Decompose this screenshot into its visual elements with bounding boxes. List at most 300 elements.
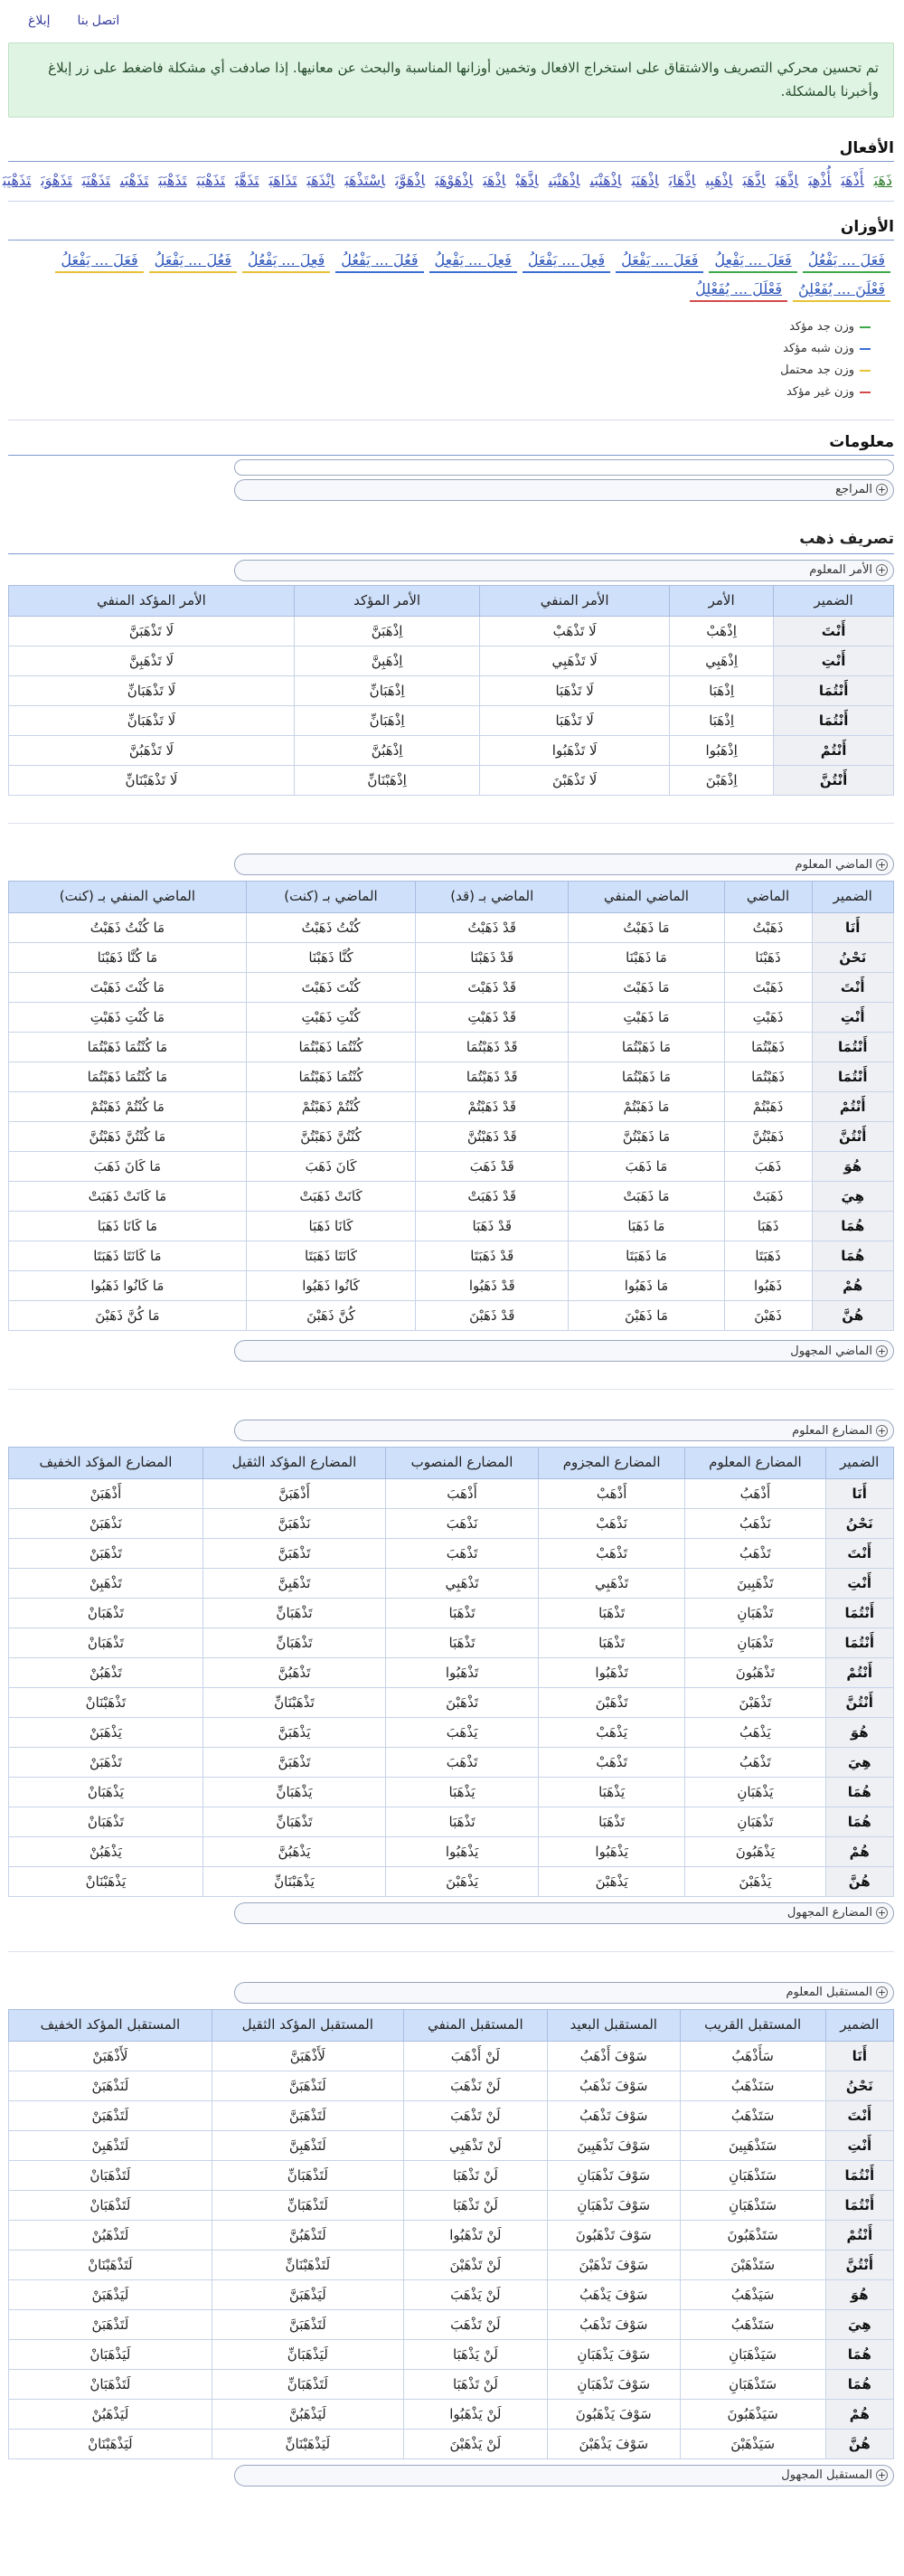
references-toggle[interactable]	[235, 479, 895, 501]
wazan-link[interactable]: فَعَلَ ... يَفْعَلُ	[56, 250, 144, 273]
conjugation-cell: قَدْ ذَهَبُوا	[417, 1271, 570, 1301]
conjugation-cell: أَذْهَبُ	[686, 1478, 826, 1508]
verb-link[interactable]: اِسْتَذْهَبَ	[345, 171, 387, 189]
conjugation-cell: لَا تَذْهَبُوا	[481, 736, 671, 766]
conjugation-cell: كُنْتُ ذَهَبْتُ	[247, 913, 416, 943]
column-header: الأمر المنفي	[481, 585, 671, 617]
table-row	[10, 1182, 895, 1212]
awzan-legend	[9, 306, 895, 416]
conjugation-cell: مَا ذَهَبْتُ	[570, 913, 725, 943]
conjugation-cell: لَتَذْهَبِنْ	[10, 2130, 213, 2160]
mudari-table	[9, 1447, 895, 1897]
legend-label: وزن غير مؤكد	[787, 384, 855, 399]
conjugation-cell: كَانَتَا ذَهَبَتَا	[247, 1241, 416, 1271]
table-row	[10, 2160, 895, 2190]
conjugation-cell: اِذْهَبُوا	[671, 736, 775, 766]
conjugation-cell: ذَهَبْنَا	[725, 943, 813, 973]
conjugation-cell: لَا تَذْهَبُنَّ	[10, 736, 296, 766]
column-header: الضمير	[826, 1448, 895, 1479]
conjugation-cell: مَا كُنْتَ ذَهَبْتَ	[10, 973, 248, 1003]
table-row	[10, 1568, 895, 1598]
conjugation-cell: تَذْهَبُوا	[387, 1657, 540, 1687]
conjugation-cell: لَنَذْهَبَنَّ	[212, 2071, 404, 2100]
conjugation-cell: تَذْهَبَنْ	[10, 1538, 204, 1568]
column-header: الماضي المنفي بـ (كنت)	[10, 882, 248, 913]
table-row	[10, 2130, 895, 2160]
mudari-toggle[interactable]	[235, 1420, 895, 1441]
conjugation-cell: كُنْتُمَا ذَهَبْتُمَا	[247, 1062, 416, 1092]
conjugation-cell: سَنَذْهَبُ	[681, 2071, 826, 2100]
conjugation-cell: تَذْهَبِنَّ	[203, 1568, 386, 1598]
conjugation-cell: تَذْهَبَ	[387, 1747, 540, 1777]
conjugation-cell: كَانَتْ ذَهَبَتْ	[247, 1182, 416, 1212]
conjugation-cell: تَذْهَبِي	[387, 1568, 540, 1598]
references-label: المراجع	[836, 483, 873, 496]
table-row	[10, 676, 895, 706]
conjugation-cell: سَوْفَ تَذْهَبِينَ	[548, 2130, 681, 2160]
pronoun-cell: هُنَّ	[826, 2429, 894, 2458]
conjugation-cell: مَا كُنَّ ذَهَبْنَ	[10, 1301, 248, 1331]
conjugation-cell: مَا كُنْتُمَا ذَهَبْتُمَا	[10, 1062, 248, 1092]
conjugation-cell: ذَهَبُوا	[725, 1271, 813, 1301]
wazan-link[interactable]: فَعْلَنَ ... يُفَعْلِنُ	[794, 278, 891, 302]
conjugation-cell: يَذْهَبَانْ	[10, 1777, 204, 1807]
conjugation-cell: تَذْهَبَ	[387, 1538, 540, 1568]
conjugation-cell: لَتَذْهَبَنْ	[10, 2309, 213, 2339]
verb-link[interactable]: تَذَهْبَى	[120, 171, 150, 189]
verb-link[interactable]: اِنْذَهَبَ	[307, 171, 336, 189]
legend-label: وزن جد مؤكد	[790, 319, 855, 334]
conjugation-cell: لَتَذْهَبَانْ	[10, 2190, 213, 2220]
section-divider	[9, 1951, 895, 1978]
conjugation-cell: سَتَذْهَبُونَ	[681, 2220, 826, 2250]
conjugation-cell: تَذْهَبَا	[387, 1628, 540, 1657]
pronoun-cell: نَحْنُ	[826, 2071, 894, 2100]
column-header: الأمر المؤكد المنفي	[10, 585, 296, 617]
conjugation-cell: لَنْ تَذْهَبَا	[404, 2190, 548, 2220]
conjugation-cell: تَذْهَبَنَّ	[203, 1538, 386, 1568]
conjugation-cell: لَتَذْهَبْنَانْ	[10, 2250, 213, 2279]
legend-swatch	[861, 392, 871, 393]
verb-link[interactable]: اِذْهَنْبَى	[549, 171, 581, 189]
conjugation-cell: تَذْهَبَانِ	[686, 1628, 826, 1657]
conjugation-cell: يَذْهَبَانِّ	[203, 1777, 386, 1807]
section-divider	[9, 1389, 895, 1416]
conjugation-cell: يَذْهَبَا	[387, 1777, 540, 1807]
table-row	[10, 1717, 895, 1747]
pronoun-cell: هِيَ	[826, 2309, 894, 2339]
awzan-list	[9, 244, 895, 306]
conjugation-cell: لَتَذْهَبَانْ	[10, 2369, 213, 2399]
pronoun-cell: أَنْتُمْ	[826, 1657, 895, 1687]
legend-swatch	[861, 370, 871, 372]
conjugation-cell: سَتَذْهَبُ	[681, 2100, 826, 2130]
wazan-link[interactable]: فَعِلَ ... يَفْعُلُ	[243, 250, 331, 273]
mudari-passive-label: المضارع المجهول	[787, 1906, 873, 1920]
conjugation-cell: ذَهَبْتُمَا	[725, 1033, 813, 1062]
legend-swatch	[861, 326, 871, 328]
conjugation-cell: لَا تَذْهَبَانِّ	[10, 676, 296, 706]
column-header: الماضي بـ (كنت)	[247, 882, 416, 913]
conjugation-cell: يَذْهَبُ	[686, 1717, 826, 1747]
legend-label: وزن شبه مؤكد	[784, 341, 855, 355]
conjugation-cell: لَيَذْهَبُنَّ	[212, 2399, 404, 2429]
conjugation-cell: تَذْهَبُونَ	[686, 1657, 826, 1687]
conjugation-cell: قَدْ ذَهَبْتِ	[417, 1003, 570, 1033]
conjugation-cell: قَدْ ذَهَبْنَا	[417, 943, 570, 973]
table-row	[10, 2429, 895, 2458]
pronoun-cell: هُوَ	[826, 2279, 894, 2309]
table-row	[10, 2369, 895, 2399]
table-row	[10, 2309, 895, 2339]
conjugation-cell: سَوْفَ يَذْهَبُ	[548, 2279, 681, 2309]
conjugation-cell: سَيَذْهَبُ	[681, 2279, 826, 2309]
conjugation-cell: كُنْتُمْ ذَهَبْتُمْ	[247, 1092, 416, 1122]
conjugation-cell: كُنْتِ ذَهَبْتِ	[247, 1003, 416, 1033]
conjugation-cell: سَوْفَ يَذْهَبَانِ	[548, 2339, 681, 2369]
verb-link[interactable]: اِذْهَنْبَى	[590, 171, 623, 189]
conjugation-cell: مَا ذَهَبْتُنَّ	[570, 1122, 725, 1152]
conjugation-cell: اِذْهَبْنَانِّ	[295, 766, 480, 796]
conjugation-cell: ذَهَبْتَ	[725, 973, 813, 1003]
conjugation-cell: لَنْ تَذْهَبُوا	[404, 2220, 548, 2250]
pronoun-cell: أَنْتَ	[775, 617, 895, 646]
wazan-link[interactable]: فَعَلَ ... يَفْعُلُ	[804, 250, 891, 273]
pronoun-cell: هُنَّ	[813, 1301, 895, 1331]
conjugation-cell: مَا كُنْتُنَّ ذَهَبْتُنَّ	[10, 1122, 248, 1152]
pronoun-cell: أَنْتِ	[826, 2130, 894, 2160]
plus-icon: +	[878, 1345, 888, 1357]
conjugation-cell: لَنْ يَذْهَبَ	[404, 2279, 548, 2309]
contact-link[interactable]: اتصل بنا	[78, 13, 121, 27]
conjugation-cell: تَذْهَبْنَانِّ	[203, 1687, 386, 1717]
verb-link[interactable]: تَذَاهَبَ	[269, 171, 298, 189]
table-header-row	[10, 2009, 895, 2041]
conjugation-cell: تَذْهَبْنَانْ	[10, 1687, 204, 1717]
conjugation-cell: ذَهَبْتُنَّ	[725, 1122, 813, 1152]
conjugation-cell: ذَهَبْتُمَا	[725, 1062, 813, 1092]
conjugation-cell: سَوْفَ تَذْهَبَانِ	[548, 2190, 681, 2220]
conjugation-cell: كَانَا ذَهَبَا	[247, 1212, 416, 1241]
table-row	[10, 646, 895, 676]
conjugation-title: تصريف ذهب	[9, 530, 895, 554]
conjugation-cell: اِذْهَبَا	[671, 676, 775, 706]
column-header: المضارع المنصوب	[387, 1448, 540, 1479]
pronoun-cell: أَنْتُنَّ	[826, 2250, 894, 2279]
legend-item	[9, 316, 871, 338]
verb-link[interactable]: اِذْهَبَ	[484, 171, 507, 189]
pronoun-cell: هُمَا	[826, 2369, 894, 2399]
wazan-link[interactable]: فَعْلَلَ ... يُفَعْلِلُ	[691, 278, 788, 302]
verb-link[interactable]: اِذَّهَبْ	[516, 171, 540, 189]
conjugation-cell: قَدْ ذَهَبَتْ	[417, 1182, 570, 1212]
conjugation-cell: كُنْتُنَّ ذَهَبْتُنَّ	[247, 1122, 416, 1152]
conjugation-cell: ذَهَبَ	[725, 1152, 813, 1182]
table-row	[10, 1598, 895, 1628]
verb-link[interactable]: اِذْهَوَّبَ	[396, 171, 427, 189]
column-header: المضارع المؤكد الثقيل	[203, 1448, 386, 1479]
conjugation-cell: تَذْهَبَا	[539, 1628, 685, 1657]
conjugation-cell: نَذْهَبَ	[387, 1508, 540, 1538]
conjugation-cell: لَتَذْهَبَانِّ	[212, 2190, 404, 2220]
conjugation-cell: لَنْ يَذْهَبَا	[404, 2339, 548, 2369]
conjugation-cell: تَذْهَبَانِ	[686, 1598, 826, 1628]
info-box	[235, 459, 895, 476]
table-row	[10, 1033, 895, 1062]
conjugation-cell: تَذْهَبَانِّ	[203, 1807, 386, 1836]
conjugation-cell: مَا ذَهَبْنَا	[570, 943, 725, 973]
conjugation-cell: يَذْهَبْنَ	[686, 1866, 826, 1896]
conjugation-cell: مَا كَانَتَا ذَهَبَتَا	[10, 1241, 248, 1271]
table-row	[10, 1657, 895, 1687]
wazan-link[interactable]: فَعِلَ ... يَفْعَلُ	[523, 250, 611, 273]
conjugation-cell: قَدْ ذَهَبْتُمَا	[417, 1062, 570, 1092]
conjugation-cell: لَأَذْهَبَنْ	[10, 2041, 213, 2071]
conjugation-cell: لَنْ تَذْهَبَا	[404, 2369, 548, 2399]
verb-link[interactable]: أَذْهَبَ	[842, 171, 865, 189]
mustaqbal-toggle[interactable]	[235, 1982, 895, 2004]
conjugation-cell: اِذْهَبِنَّ	[295, 646, 480, 676]
conjugation-cell: تَذْهَبُنْ	[10, 1657, 204, 1687]
conjugation-cell: لَا تَذْهَبْ	[481, 617, 671, 646]
verb-link[interactable]: اِذَّهَبَ	[776, 171, 800, 189]
conjugation-cell: يَذْهَبْنَ	[387, 1866, 540, 1896]
conjugation-cell: لَنْ يَذْهَبْنَ	[404, 2429, 548, 2458]
conjugation-cell: ذَهَبَتَا	[725, 1241, 813, 1271]
verb-link[interactable]: تَذَهْيَبَ	[3, 171, 33, 189]
conjugation-cell: تَذْهَبَانْ	[10, 1628, 204, 1657]
table-row	[10, 1777, 895, 1807]
conjugation-cell: لَتَذْهَبُنَّ	[212, 2220, 404, 2250]
conjugation-cell: مَا ذَهَبْتُمْ	[570, 1092, 725, 1122]
section-divider	[9, 823, 895, 850]
verb-link[interactable]: تَذَهْبَبَ	[197, 171, 226, 189]
table-row	[10, 2399, 895, 2429]
table-row	[10, 1836, 895, 1866]
legend-item	[9, 338, 871, 360]
conjugation-cell: مَا ذَهَبَتَا	[570, 1241, 725, 1271]
conjugation-cell: سَتَذْهَبَانِ	[681, 2160, 826, 2190]
verb-link[interactable]: تَذَهْنَبَ	[82, 171, 111, 189]
table-row	[10, 2100, 895, 2130]
conjugation-cell: تَذْهَبَنَّ	[203, 1747, 386, 1777]
verb-link[interactable]: اِذْهَنَبَ	[632, 171, 660, 189]
conjugation-cell: تَذْهَبْنَ	[539, 1687, 685, 1717]
table-row	[10, 1538, 895, 1568]
conjugation-cell: مَا ذَهَبْتُمَا	[570, 1033, 725, 1062]
pronoun-cell: أَنْتُمَا	[826, 1598, 895, 1628]
report-link[interactable]: إبلاغ	[29, 13, 52, 27]
conjugation-cell: سَوْفَ نَذْهَبُ	[548, 2071, 681, 2100]
conjugation-cell: مَا ذَهَبَا	[570, 1212, 725, 1241]
table-row	[10, 1301, 895, 1331]
conjugation-cell: كُنَّا ذَهَبْنَا	[247, 943, 416, 973]
conjugation-cell: مَا كُنْتُمْ ذَهَبْتُمْ	[10, 1092, 248, 1122]
conjugation-cell: نَذْهَبَنَّ	[203, 1508, 386, 1538]
verb-link[interactable]: اِذْهَوْهَبَ	[436, 171, 475, 189]
conjugation-cell: لَا تَذْهَبْنَانِّ	[10, 766, 296, 796]
conjugation-cell: لَيَذْهَبْنَانْ	[10, 2429, 213, 2458]
conjugation-cell: نَذْهَبَنْ	[10, 1508, 204, 1538]
conjugation-cell: اِذْهَبَا	[671, 706, 775, 736]
madi-toggle[interactable]	[235, 854, 895, 875]
conjugation-cell: لَنْ يَذْهَبُوا	[404, 2399, 548, 2429]
conjugation-cell: يَذْهَبُونَ	[686, 1836, 826, 1866]
notice-box: تم تحسين محركي التصريف والاشتقاق على استخراج الافعال وتخمين أوزانها المناسبة والبحث عن معانيها. إذا صادفت أي مشكلة فاضغط على زر إبلاغ وأخبرنا بالمشكلة.	[9, 42, 895, 118]
table-row	[10, 1478, 895, 1508]
table-row	[10, 1152, 895, 1182]
conjugation-cell: سَتَذْهَبِينَ	[681, 2130, 826, 2160]
conjugation-cell: ذَهَبْنَ	[725, 1301, 813, 1331]
conjugation-cell: مَا ذَهَبَتْ	[570, 1182, 725, 1212]
conjugation-cell: لَتَذْهَبَانْ	[10, 2160, 213, 2190]
wazan-link[interactable]: فَعَلَ ... يَفْعَلُ	[617, 250, 704, 273]
conjugation-cell: سَتَذْهَبُ	[681, 2309, 826, 2339]
madi-table	[9, 881, 895, 1331]
conjugation-cell: كُنْتَ ذَهَبْتَ	[247, 973, 416, 1003]
conjugation-cell: قَدْ ذَهَبَ	[417, 1152, 570, 1182]
legend-swatch	[861, 348, 871, 350]
conjugation-cell: أَذْهَبَنْ	[10, 1478, 204, 1508]
conjugation-cell: لَتَذْهَبَنَّ	[212, 2309, 404, 2339]
conjugation-cell: سَيَذْهَبَانِ	[681, 2339, 826, 2369]
wazan-link[interactable]: فَعُلَ ... يَفْعُلُ	[336, 250, 424, 273]
table-row	[10, 1271, 895, 1301]
verb-link[interactable]: ذَهَبَ	[874, 171, 893, 189]
conjugation-cell: تَذْهَبَانِّ	[203, 1598, 386, 1628]
mustaqbal-passive-toggle[interactable]	[235, 2465, 895, 2486]
conjugation-cell: لَتَذْهَبُنْ	[10, 2220, 213, 2250]
verb-link[interactable]: تَذَهَّبَ	[235, 171, 260, 189]
conjugation-cell: مَا ذَهَبْتُمَا	[570, 1062, 725, 1092]
conjugation-cell: مَا كَانَا ذَهَبَا	[10, 1212, 248, 1241]
conjugation-cell: سَوْفَ تَذْهَبَانِ	[548, 2160, 681, 2190]
pronoun-cell: أَنْتُمَا	[813, 1033, 895, 1062]
column-header: المضارع المؤكد الخفيف	[10, 1448, 204, 1479]
conjugation-cell: لَتَذْهَبَانِّ	[212, 2369, 404, 2399]
table-row	[10, 2190, 895, 2220]
verbs-heading: الأفعال	[9, 139, 895, 162]
conjugation-cell: اِذْهَبْ	[671, 617, 775, 646]
conjugation-cell: يَذْهَبْنَ	[539, 1866, 685, 1896]
conjugation-cell: لَنْ تَذْهَبَ	[404, 2100, 548, 2130]
conjugation-cell: لَنْ نَذْهَبَ	[404, 2071, 548, 2100]
conjugation-cell: اِذْهَبِي	[671, 646, 775, 676]
verb-link[interactable]: تَذَهْبَبَ	[159, 171, 188, 189]
conjugation-cell: يَذْهَبُنَّ	[203, 1836, 386, 1866]
pronoun-cell: أَنْتُمَا	[826, 1628, 895, 1657]
verb-link[interactable]: اِذْهَبِي	[706, 171, 734, 189]
amr-toggle[interactable]	[235, 560, 895, 581]
column-header: المستقبل المؤكد الثقيل	[212, 2009, 404, 2041]
table-row	[10, 2041, 895, 2071]
conjugation-cell: لَيَذْهَبُنْ	[10, 2399, 213, 2429]
conjugation-cell: سَتَذْهَبَانِ	[681, 2190, 826, 2220]
table-row	[10, 1628, 895, 1657]
conjugation-cell: مَا ذَهَبَ	[570, 1152, 725, 1182]
conjugation-cell: سَوْفَ تَذْهَبُونَ	[548, 2220, 681, 2250]
conjugation-cell: تَذْهَبُوا	[539, 1657, 685, 1687]
conjugation-cell: لَأَذْهَبَنَّ	[212, 2041, 404, 2071]
conjugation-cell: يَذْهَبُوا	[539, 1836, 685, 1866]
info-heading: معلومات	[9, 433, 895, 456]
pronoun-cell: نَحْنُ	[813, 943, 895, 973]
conjugation-cell: سَوْفَ تَذْهَبْنَ	[548, 2250, 681, 2279]
pronoun-cell: هُمَا	[826, 1807, 895, 1836]
conjugation-cell: تَذْهَبْنَ	[387, 1687, 540, 1717]
verb-link[interactable]: أُذْهِبَ	[809, 171, 833, 189]
table-header-row	[10, 585, 895, 617]
conjugation-cell: لَا تَذْهَبَنَّ	[10, 617, 296, 646]
mustaqbal-table	[9, 2009, 895, 2459]
madi-passive-toggle[interactable]	[235, 1340, 895, 1362]
conjugation-cell: لَا تَذْهَبَا	[481, 706, 671, 736]
plus-icon: +	[878, 2469, 888, 2481]
mudari-toggle-label: المضارع المعلوم	[793, 1423, 873, 1438]
column-header: المستقبل المؤكد الخفيف	[10, 2009, 213, 2041]
conjugation-cell: سَيَذْهَبْنَ	[681, 2429, 826, 2458]
conjugation-cell: لَا تَذْهَبْنَ	[481, 766, 671, 796]
conjugation-cell: قَدْ ذَهَبَا	[417, 1212, 570, 1241]
table-row	[10, 706, 895, 736]
conjugation-cell: لَا تَذْهَبِنَّ	[10, 646, 296, 676]
conjugation-cell: يَذْهَبَ	[387, 1717, 540, 1747]
mudari-passive-toggle[interactable]	[235, 1902, 895, 1924]
table-row	[10, 1122, 895, 1152]
conjugation-cell: سَوْفَ يَذْهَبُونَ	[548, 2399, 681, 2429]
conjugation-cell: مَا كَانَ ذَهَبَ	[10, 1152, 248, 1182]
conjugation-cell: تَذْهَبْ	[539, 1747, 685, 1777]
conjugation-cell: يَذْهَبَنْ	[10, 1717, 204, 1747]
plus-icon: +	[878, 1907, 888, 1920]
conjugation-cell: مَا كُنْتُمَا ذَهَبْتُمَا	[10, 1033, 248, 1062]
wazan-link[interactable]: فَعِلَ ... يَفْعِلُ	[430, 250, 518, 273]
amr-table	[9, 585, 895, 797]
conjugation-cell: اِذْهَبْنَ	[671, 766, 775, 796]
conjugation-cell: يَذْهَبَنَّ	[203, 1717, 386, 1747]
verb-link[interactable]: اِذَّهَبَ	[743, 171, 767, 189]
awzan-heading: الأوزان	[9, 218, 895, 241]
column-header: الضمير	[813, 882, 895, 913]
table-row	[10, 2279, 895, 2309]
wazan-link[interactable]: فَعُلَ ... يَفْعَلُ	[150, 250, 238, 273]
conjugation-cell: اِذْهَبَنَّ	[295, 617, 480, 646]
legend-item	[9, 360, 871, 382]
pronoun-cell: أَنْتُمَا	[775, 706, 895, 736]
plus-icon: +	[878, 858, 888, 871]
table-row	[10, 1807, 895, 1836]
verb-link[interactable]: اِذَّهَابَ	[669, 171, 697, 189]
conjugation-cell: كَانُوا ذَهَبُوا	[247, 1271, 416, 1301]
wazan-link[interactable]: فَعَلَ ... يَفْعِلُ	[710, 250, 797, 273]
pronoun-cell: أَنْتُمَا	[813, 1062, 895, 1092]
verb-link[interactable]: تَذَهْوَبَ	[42, 171, 73, 189]
conjugation-cell: تَذْهَبَا	[387, 1598, 540, 1628]
conjugation-cell: ذَهَبْتِ	[725, 1003, 813, 1033]
conjugation-cell: تَذْهَبَنْ	[10, 1747, 204, 1777]
pronoun-cell: هُنَّ	[826, 1866, 895, 1896]
table-row	[10, 736, 895, 766]
verbs-list	[3, 165, 895, 202]
conjugation-cell: لَنْ أَذْهَبَ	[404, 2041, 548, 2071]
pronoun-cell: أَنْتُمْ	[813, 1092, 895, 1122]
conjugation-cell: قَدْ ذَهَبْتُنَّ	[417, 1122, 570, 1152]
pronoun-cell: أَنْتِ	[826, 1568, 895, 1598]
conjugation-cell: قَدْ ذَهَبْتُ	[417, 913, 570, 943]
table-row	[10, 913, 895, 943]
pronoun-cell: هُمْ	[813, 1271, 895, 1301]
pronoun-cell: أَنْتُنَّ	[813, 1122, 895, 1152]
